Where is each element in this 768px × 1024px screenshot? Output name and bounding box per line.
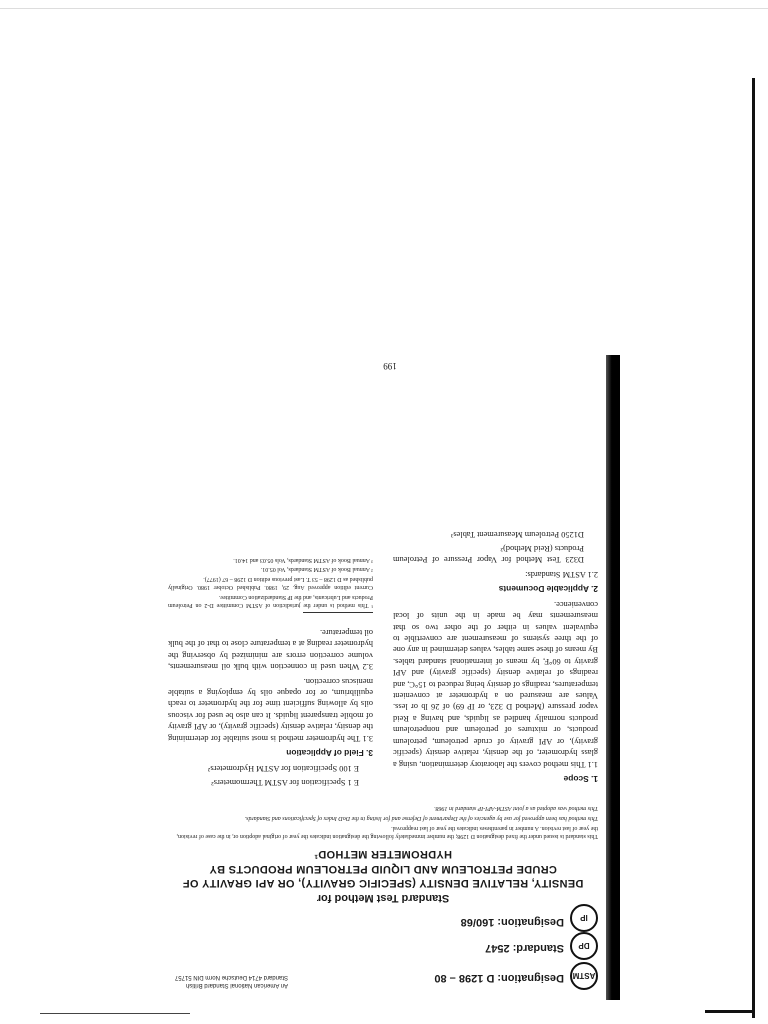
scope-paragraph: 1.1 This method covers the laboratory determination, using a glass hydrometer, of the density, relative density (specific gravity), or API gravity of crude petroleum, petroleum products, or mixtures of petroleum and nonpetroleum products normally handled as liquids, and having a Reid vapor pressure (Method D 323, or IP 69) of 26 lb or less. Values are measured on a hydrometer at convenient temperatures, readings of density being reduced to 15°C, and readings of relative density (specific gravity) and API gravity to 60°F, by means of international standard tables. By means of these same tables, values determined in any one of the three systems of measurement are convertible to equivalent values in either of the other two so that measurements may be made in the units of local convenience. — [393, 599, 598, 769]
scan-edge-right — [752, 78, 755, 1018]
scan-edge-top — [0, 8, 768, 9]
footnote-rule — [303, 612, 373, 613]
astm-standards-label: 2.1 ASTM Standards: — [525, 569, 598, 579]
scanned-document-page — [160, 355, 620, 1000]
footnote-3: ³ Annual Book of ASTM Standards, Vols 05.03 and 14.01. — [233, 556, 373, 563]
left-column — [393, 525, 598, 788]
astm-designation: Designation: D 1298 – 80 — [434, 972, 564, 984]
doc-e100: E 100 Specification for ASTM Hydrometers² — [207, 763, 359, 773]
standard-notes — [168, 802, 598, 840]
astm-logo-icon: ASTM — [570, 962, 598, 990]
dp-logo-icon: DP — [570, 932, 598, 960]
scan-edge-bottom-left — [40, 1013, 190, 1014]
scan-edge-bottom-right — [705, 1010, 753, 1013]
field-paragraph-2: 3.2 When used in connection with bulk oil measurements, volume correction errors are minimized by observing the hydrometer reading at a temperature close to that of the bulk oil temperature. — [168, 627, 373, 672]
field-paragraph-1: 3.1 The hydrometer method is most suitable for determining the density, relative density (specific gravity), or API gravity of mobile transparent liquids. It can also be used for viscous oils by allowing sufficient time for the hydrometer to reach equilibrium, or for opaque oils by employing a suitable meniscus correction. — [168, 676, 373, 743]
footnote-1: ¹ This method is under the jurisdiction of ASTM Committee D-2 on Petroleum Products and Lubricants, and the IP Standardization Committee. — [168, 593, 373, 608]
doc-d323: D323 Test Method for Vapor Pressure of Petroleum Products (Reid Method)² — [393, 543, 584, 565]
doc-e1: E 1 Specification for ASTM Thermometers² — [211, 778, 359, 787]
doc-d1250: D1250 Petroleum Measurement Tables³ — [450, 529, 584, 539]
page-number: 199 — [383, 361, 397, 371]
footnote-2: ² Annual Book of ASTM Standards, Vol 05.01. — [260, 566, 373, 573]
scope-heading: 1. Scope — [563, 774, 598, 784]
title-block — [168, 847, 598, 904]
ip-logo-icon: IP — [570, 904, 598, 932]
document-title: DENSITY, RELATIVE DENSITY (SPECIFIC GRAVITY), OR API GRAVITY OF CRUDE PETROLEUM AND LIQUID PETROLEUM PRODUCTS BY HYDROMETER METHOD¹ — [182, 848, 584, 889]
masthead — [168, 914, 598, 994]
national-standard-note: An American National Standard British Standard 4714 Deutsche Norm DIN 51757 — [174, 974, 288, 988]
issuance-note: This standard is issued under the fixed designation D 1298; the number immediately following the designation indicates the year of original adoption or, in the case of revision, the year of last revision. A number in parentheses indicates the year of last reapproval. — [176, 824, 598, 839]
footnote-1b: Current edition approved Aug. 29, 1980. Published October 1980. Originally published as D 1298 – 53 T. Last previous edition D 1298 – 67 (1977). — [168, 576, 373, 590]
joint-adoption-note: This method was adopted as a joint ASTM-API-IP standard in 1968. — [433, 804, 598, 811]
dp-standard: Standard: 2547 — [485, 942, 564, 954]
ip-designation: Designation: 160/68 — [460, 916, 564, 928]
field-heading: 3. Field of Application — [286, 748, 373, 759]
documents-heading: 2. Applicable Documents — [498, 584, 598, 595]
binding-spine — [606, 355, 620, 1000]
dod-note: This method has been approved for use by agencies of the Department of Defense and for listing in the DoD Index of Specifications and Standards. — [244, 814, 598, 821]
title-prefix: Standard Test Method for — [316, 892, 450, 904]
right-column — [168, 553, 373, 788]
